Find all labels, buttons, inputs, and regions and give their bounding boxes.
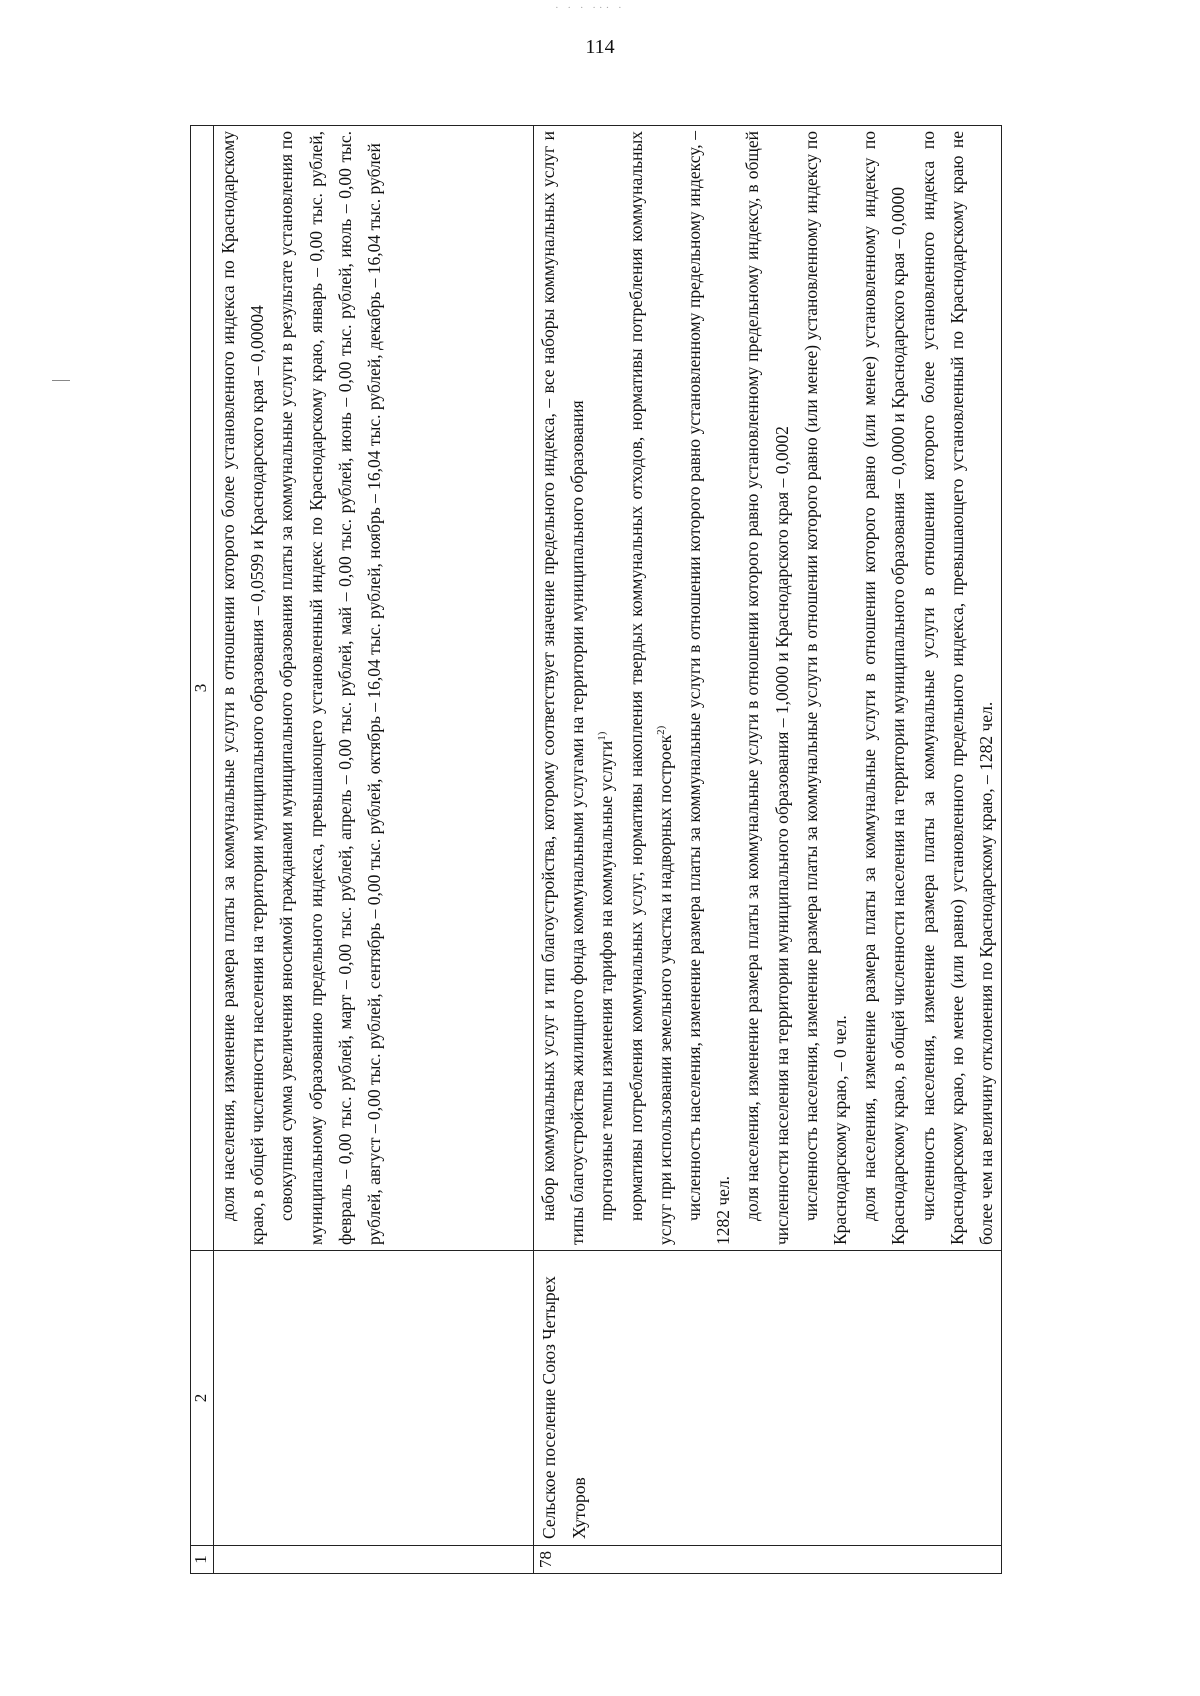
- detail-paragraph: доля населения, изменение размера платы за коммунальные услуги в отношении которого более установленного индекса по Краснодарскому краю, в общей численности населения на территории муниципального образования – 0,0599 и Краснодарского края – 0,00004: [218, 131, 268, 1245]
- footnote-ref: 2): [654, 725, 667, 735]
- row-number: 78: [534, 1546, 1002, 1574]
- row-details: [214, 126, 534, 1251]
- detail-paragraph: прогнозные темпы изменения тарифов на коммунальные услуги$^{1)}$: [596, 731, 617, 1221]
- detail-paragraph: численность населения, изменение размера платы за коммунальные услуги в отношении которого равно (или менее) установленному индексу по Краснодарскому краю, – 0 чел.: [800, 131, 851, 1245]
- detail-paragraph: численность населения, изменение размера платы за коммунальные услуги в отношении которого равно установленному предельному индексу, – 1282 чел.: [684, 131, 734, 1245]
- header-col-2: 2: [191, 1251, 214, 1546]
- index-table: [190, 125, 1002, 1574]
- scan-artifact: · · · ··· ·: [555, 2, 625, 14]
- row-number: [214, 1546, 534, 1574]
- table-row: [214, 126, 534, 1574]
- detail-paragraph: набор коммунальных услуг и тип благоустройства, которому соответствует значение предельного индекса, – все наборы коммунальных услуг и типы благоустройства жилищного фонда коммунальными услугами на территории муниципального образования: [538, 131, 588, 1245]
- table-row: [534, 126, 1002, 1574]
- header-col-1: 1: [191, 1546, 214, 1574]
- margin-mark: [52, 380, 70, 381]
- header-col-3: 3: [191, 126, 214, 1251]
- footnote-ref: 1): [596, 731, 609, 741]
- page-number: 114: [585, 36, 615, 58]
- detail-paragraph: доля населения, изменение размера платы за коммунальные услуги в отношении которого равно (или менее) установленному индексу по Краснодарскому краю, в общей численности населения на территории муниципального образования – 0,0000 и Краснодарского края – 0,0000: [859, 131, 909, 1245]
- detail-paragraph: численность населения, изменение размера платы за коммунальные услуги в отношении которого более установленного индекса по Краснодарскому краю, но менее (или равно) установленного предельного индекса, превышающего установленный по Краснодарскому краю не более чем на величину отклонения по Краснодарскому краю, – 1282 чел.: [917, 131, 997, 1245]
- table-header-row: [191, 126, 214, 1574]
- rotated-table-frame: [190, 126, 1120, 1574]
- municipality-name: Сельское поселение Союз Четырех Хуторов: [534, 1251, 1002, 1546]
- detail-paragraph: совокупная сумма увеличения вносимой гражданами муниципального образования платы за коммунальные услуги в результате установления по муниципальному образованию предельного индекса, превышающего установленный индекс по Краснодарскому краю, январь – 0,00 тыс. рублей, февраль – 0,00 тыс. рублей, март – 0,00 тыс. рублей, апрель – 0,00 тыс. рублей, май – 0,00 тыс. рублей, июнь – 0,00 тыс. рублей, июль – 0,00 тыс. рублей, август – 0,00 тыс. рублей, сентябрь – 0,00 тыс. рублей, октябрь – 16,04 тыс. рублей, ноябрь – 16,04 тыс. рублей, декабрь – 16,04 тыс. рублей: [276, 131, 385, 1245]
- row-details: [534, 126, 1002, 1251]
- detail-paragraph: доля населения, изменение размера платы за коммунальные услуги в отношении которого равно установленному предельному индексу, в общей численности населения на территории муниципального образования – 1,0000 и Краснодарского края – 0,0002: [742, 131, 792, 1245]
- municipality-name: [214, 1251, 534, 1546]
- detail-paragraph: нормативы потребления коммунальных услуг, нормативы накопления твердых коммунальных отходов, нормативы потребления коммунальных услуг при использовании земельного участка и надворных построек$^{2)}$: [625, 131, 675, 1245]
